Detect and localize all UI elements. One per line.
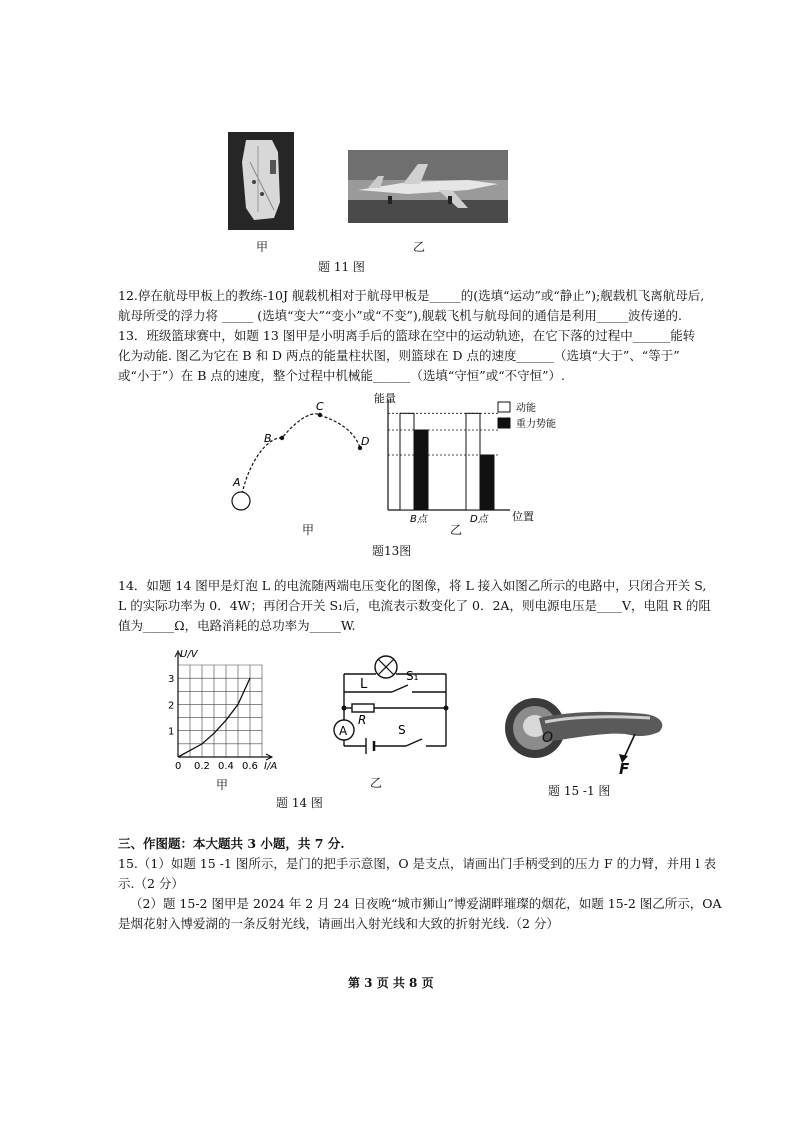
bar-pe-0 — [414, 430, 428, 510]
y-tick-label: 1 — [168, 726, 175, 738]
y-axis-label: 能量 — [374, 392, 396, 405]
legend-label-pe: 重力势能 — [516, 419, 556, 430]
energy-bar-chart — [370, 392, 556, 527]
x-tick-label: 0.4 — [218, 761, 234, 772]
door-handle-diagram — [495, 688, 670, 778]
junction-right — [444, 706, 449, 711]
y-tick-label: 3 — [168, 674, 175, 686]
x-tick-label: 0.6 — [242, 761, 258, 772]
category-label-d: D点 — [470, 514, 488, 525]
point-b-label: B — [264, 432, 272, 445]
switch-blade — [406, 739, 422, 746]
q14-line1: 14．如题 14 图甲是灯泡 L 的电流随两端电压变化的图像，将 L 接入如图乙所示的电路中，只闭合开关 S, — [118, 578, 707, 593]
point-a-label: A — [233, 476, 241, 489]
legend-swatch-pe — [498, 418, 510, 428]
q13-line3: 或“小于”）在 B 点的速度，整个过程中机械能______（选填“守恒”或“不守恒”）. — [118, 368, 565, 383]
bar-pe-1 — [480, 455, 494, 510]
fig13-caption: 题13图 — [372, 544, 412, 558]
carrier-photo — [228, 132, 294, 230]
resistor — [352, 704, 374, 712]
jet-photo — [348, 150, 508, 223]
fig11-label-left: 甲 — [256, 240, 269, 254]
switch1-blade — [392, 685, 408, 692]
q15-line2: 示.（2 分） — [118, 876, 184, 891]
fig11-label-right: 乙 — [413, 240, 426, 254]
junction-left — [342, 706, 347, 711]
bar-ke-1 — [466, 413, 480, 510]
legend-swatch-ke — [498, 402, 510, 412]
legend-label-ke: 动能 — [516, 403, 536, 414]
q15-line1: 15.（1）如题 15 -1 图所示，是门的把手示意图，O 是支点，请画出门手柄受到的压力 F 的力臂，并用 l 表 — [118, 856, 717, 871]
fig13-right-label: 乙 — [450, 523, 463, 537]
q12-line2: 航母所受的浮力将 _____ (选填“变大”“变小”或“不变”),舰载飞机与航母间的通信是利用_____波传递的. — [118, 308, 682, 323]
bars — [400, 413, 494, 510]
q14-line2: L 的实际功率为 0．4W；再闭合开关 S₁后，电流表示数变化了 0．2A，则电源电压是____V，电阻 R 的阻 — [118, 598, 711, 613]
point-c-label: C — [316, 400, 324, 413]
fig15-1-caption: 题 15 -1 图 — [548, 784, 611, 798]
q13-line2: 化为动能. 图乙为它在 B 和 D 两点的能量柱状图，则篮球在 D 点的速度______（选填“大于”、“等于” — [118, 348, 680, 363]
circuit-diagram — [322, 652, 462, 767]
x-tick-label: 0.2 — [194, 761, 210, 772]
pivot-label: O — [542, 730, 554, 746]
ui-x-label: I/A — [264, 761, 278, 772]
trajectory-path — [242, 414, 360, 494]
section3-heading: 三、作图题：本大题共 3 小题，共 7 分. — [118, 836, 345, 851]
force-label: F — [619, 760, 630, 778]
fig14-label-right: 乙 — [370, 776, 383, 790]
lamp-label: L — [360, 677, 368, 692]
point-d-label: D — [361, 435, 370, 448]
ball — [232, 492, 250, 510]
switch-label: S — [398, 723, 406, 737]
point-c-dot — [318, 413, 322, 417]
switch1-label: S₁ — [406, 669, 419, 683]
y-tick-label: 2 — [168, 700, 175, 712]
jet-on-deck-image — [348, 150, 508, 223]
x-tick-label: 0 — [175, 761, 182, 772]
q15-line3: （2）题 15-2 图甲是 2024 年 2 月 24 日夜晚“城市狮山”博爱湖畔璀璨的烟花，如题 15-2 图乙所示，OA — [130, 896, 722, 911]
carrier-deck-image — [228, 132, 294, 230]
fig14-label-left: 甲 — [216, 778, 229, 792]
q13-line1: 13．班级篮球赛中，如题 13 图甲是小明离手后的篮球在空中的运动轨迹，在它下落的过程中______能转 — [118, 328, 696, 343]
bar-ke-0 — [400, 413, 414, 510]
q15-line4: 是烟花射入博爱湖的一条反射光线，请画出入射光线和大致的折射光线.（2 分） — [118, 916, 559, 931]
x-axis-label: 位置 — [512, 510, 534, 523]
page-number: 第 3 页 共 8 页 — [348, 976, 434, 990]
fig11-caption: 题 11 图 — [318, 260, 365, 274]
trajectory-diagram — [220, 398, 380, 518]
ui-y-label: U/V — [180, 649, 198, 660]
ammeter-label: A — [339, 724, 348, 738]
category-label-b: B点 — [410, 514, 427, 525]
point-b-dot — [280, 436, 284, 440]
fig13-left-label: 甲 — [302, 523, 315, 537]
q14-line3: 值为_____Ω，电路消耗的总功率为_____W. — [118, 618, 356, 633]
ui-graph — [160, 645, 290, 775]
fig14-caption: 题 14 图 — [276, 796, 323, 810]
q12-line1: 12.停在航母甲板上的教练-10J 舰载机相对于航母甲板是_____的(选填“运动”或“静止”);舰载机飞离航母后, — [118, 288, 705, 303]
resistor-label: R — [358, 713, 367, 727]
